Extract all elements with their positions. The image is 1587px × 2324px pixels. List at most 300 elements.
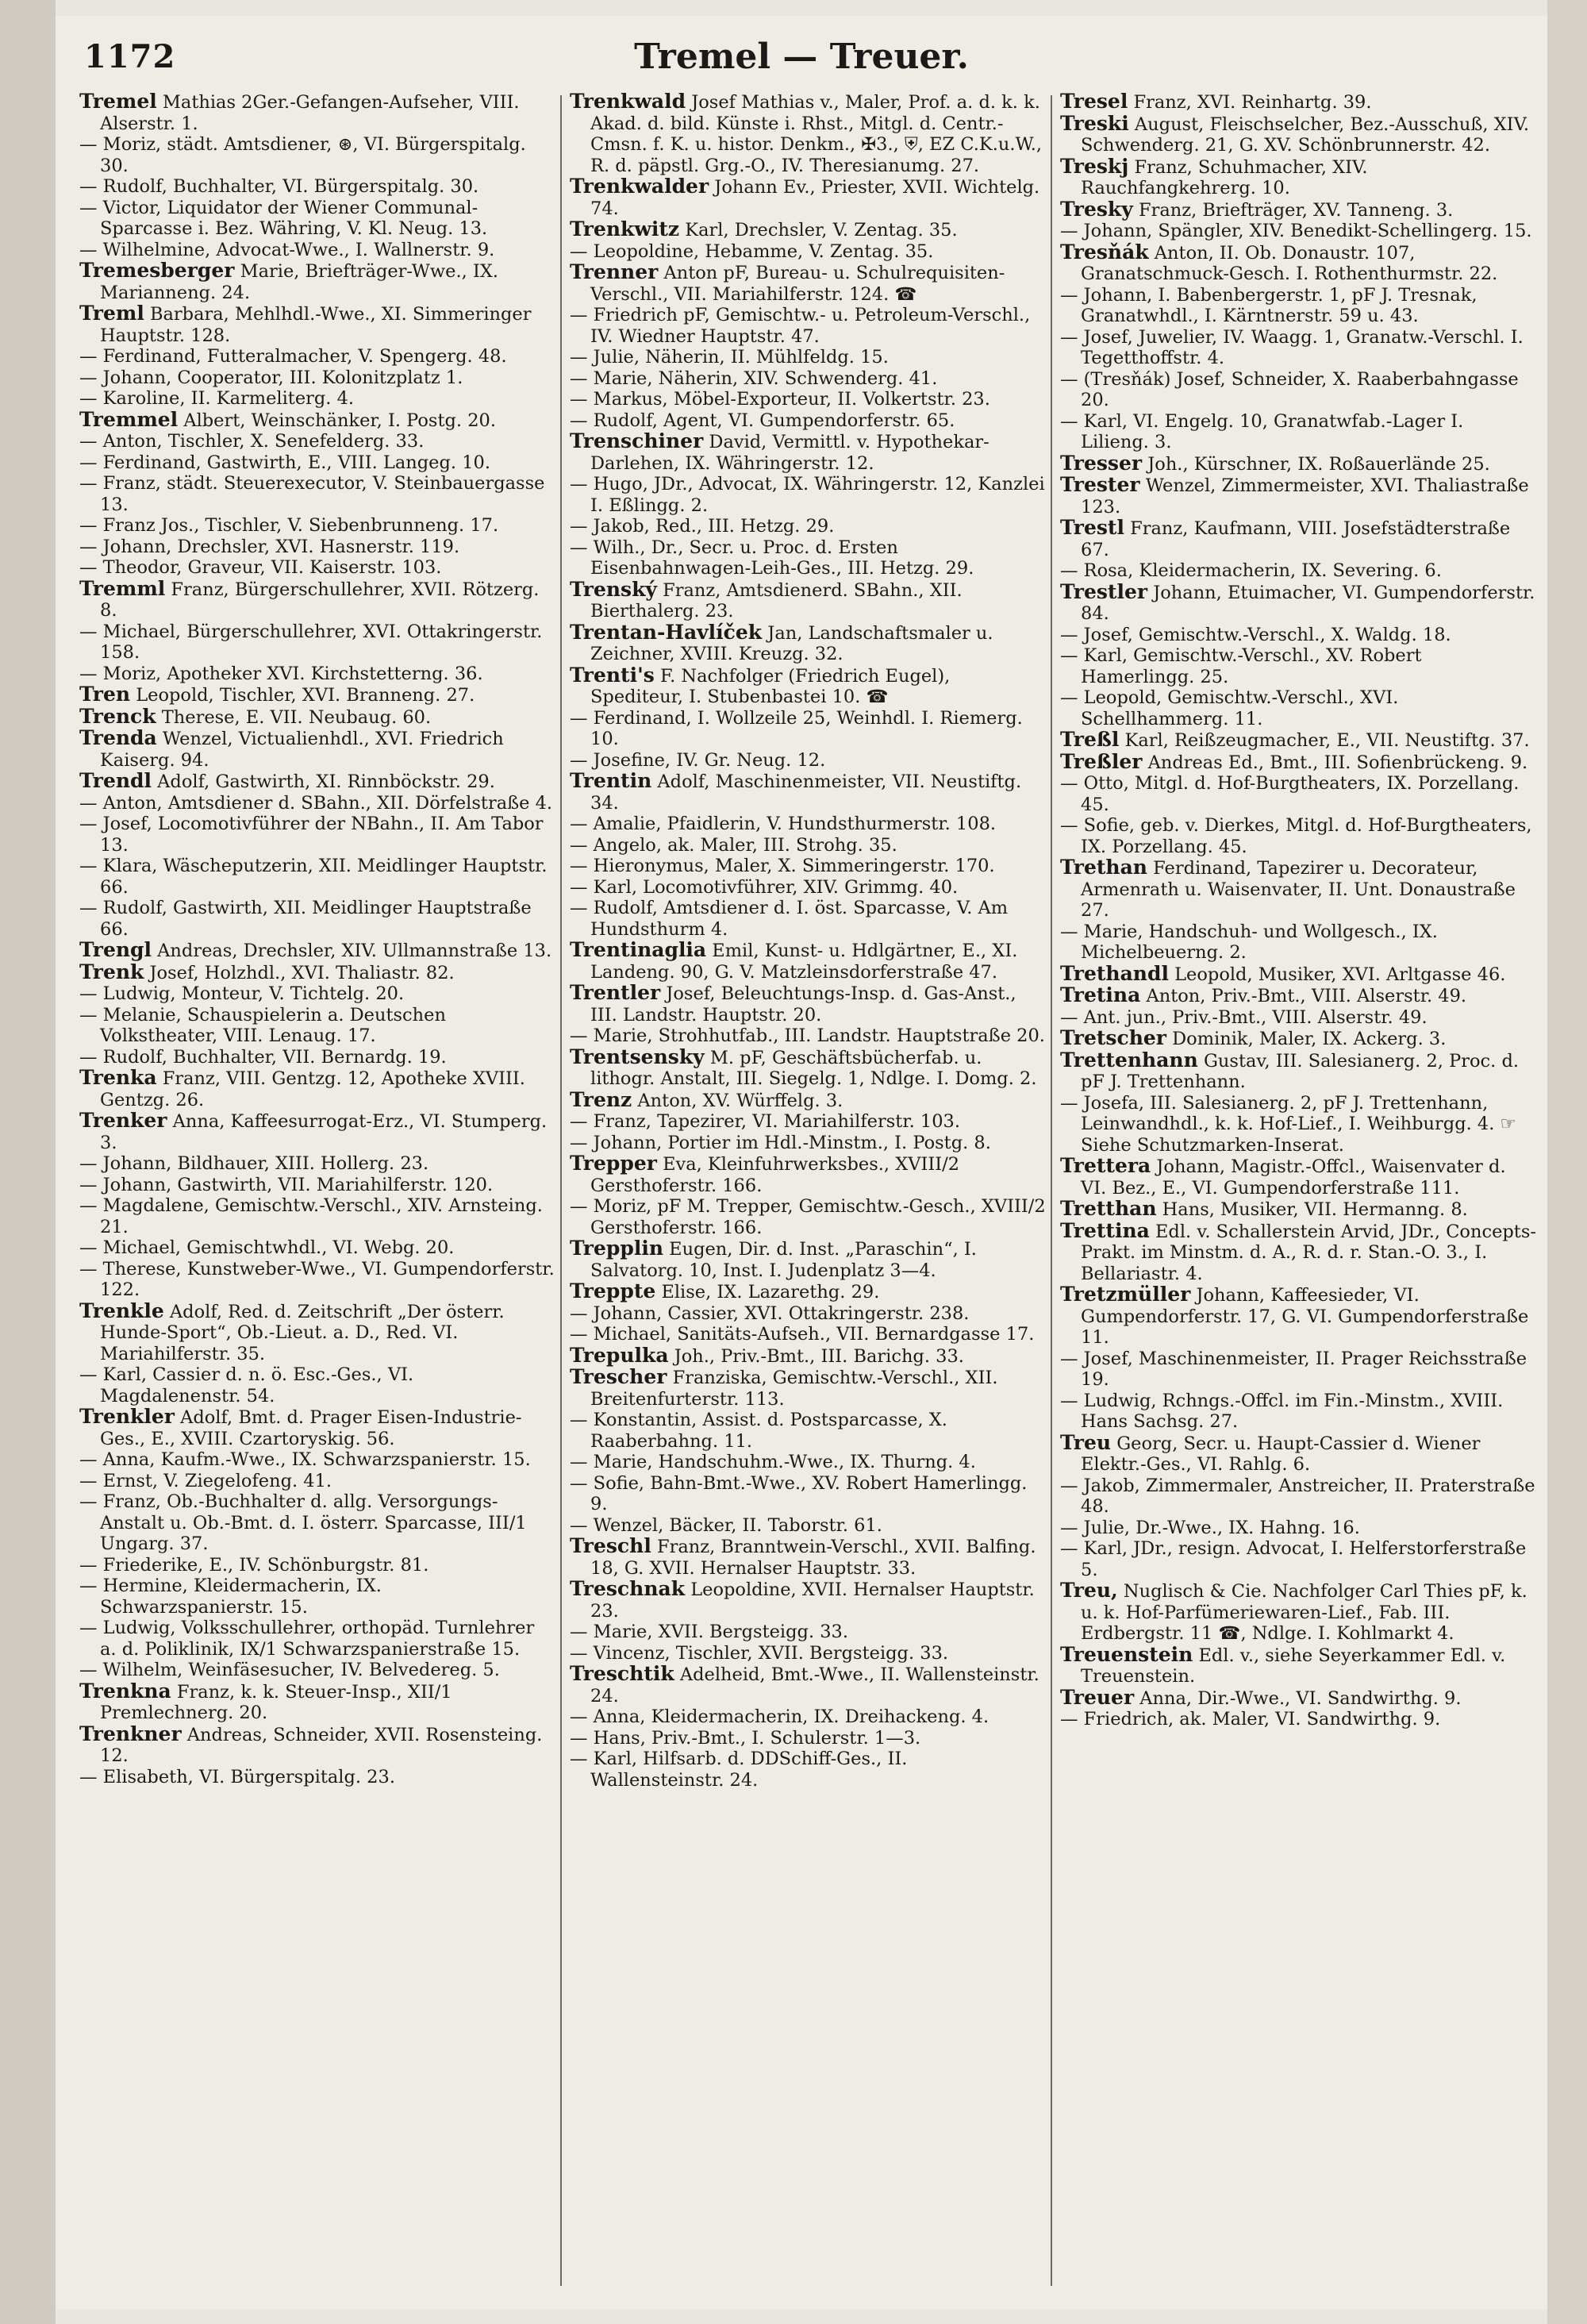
directory-entry bbox=[570, 347, 1046, 368]
entry-details: — Karl, Cassier d. n. ö. Esc.-Ges., VI. Magdalenenstr. 54. bbox=[79, 1364, 414, 1406]
entry-details: — Hugo, JDr., Advocat, IX. Währingerstr. 12, Kanzlei I. Eßlingg. 2. bbox=[570, 474, 1045, 516]
directory-entry bbox=[79, 793, 555, 814]
directory-entry bbox=[1060, 1284, 1536, 1349]
entry-surname: Tresky bbox=[1060, 197, 1133, 221]
entry-details: — Victor, Liquidator der Wiener Communal-Sparcasse i. Bez. Währing, V. Kl. Neug. 13. bbox=[79, 197, 488, 239]
entry-surname: Tremesberger bbox=[79, 259, 235, 282]
entry-surname: Trepulka bbox=[570, 1343, 669, 1367]
entry-details: — Johann, I. Babenbergerstr. 1, pF J. Tresnak, Granatwhdl., I. Kärntnerstr. 59 u. 43. bbox=[1060, 284, 1477, 326]
entry-details: Edl. v. Schallerstein Arvid, JDr., Concepts-Prakt. im Minstm. d. A., R. d. r. Stan.-O. 3., I. Bellariastr. 4. bbox=[1081, 1221, 1536, 1284]
entry-details: Franz, Bürgerschullehrer, XVII. Rötzerg. 8. bbox=[100, 579, 540, 621]
directory-entry bbox=[79, 1576, 555, 1618]
entry-surname: Tresser bbox=[1060, 451, 1143, 475]
entry-details: Eugen, Dir. d. Inst. „Paraschin“, I. Salvatorg. 10, Inst. I. Judenplatz 3—4. bbox=[590, 1239, 977, 1281]
entry-details: — Julie, Näherin, II. Mühlfeldg. 15. bbox=[570, 347, 889, 367]
entry-details: — Marie, Handschuhm.-Wwe., IX. Thurng. 4. bbox=[570, 1452, 976, 1472]
entry-details: David, Vermittl. v. Hypothekar-Darlehen, IX. Währingerstr. 12. bbox=[590, 432, 989, 474]
entry-surname: Trettina bbox=[1060, 1218, 1150, 1242]
entry-surname: Treuer bbox=[1060, 1685, 1135, 1709]
directory-entry bbox=[1060, 411, 1536, 453]
directory-entry bbox=[79, 1175, 555, 1196]
directory-entry bbox=[1060, 1518, 1536, 1539]
entry-details: Anton pF, Bureau- u. Schulrequisiten-Verschl., VII. Mariahilferstr. 124. ☎ bbox=[590, 263, 1005, 305]
directory-entry bbox=[79, 1237, 555, 1259]
directory-entry bbox=[1060, 1007, 1536, 1029]
directory-entry bbox=[79, 706, 555, 729]
entry-surname: Trenda bbox=[79, 726, 157, 749]
entry-details: Adolf, Maschinenmeister, VII. Neustiftg. 34. bbox=[590, 771, 1022, 814]
directory-entry bbox=[79, 1660, 555, 1681]
directory-entry bbox=[79, 1471, 555, 1492]
directory-page bbox=[56, 16, 1547, 2310]
directory-entry bbox=[570, 1643, 1046, 1664]
entry-surname: Trethan bbox=[1060, 856, 1147, 879]
directory-entry bbox=[79, 1449, 555, 1471]
directory-entry bbox=[570, 368, 1046, 390]
directory-entry bbox=[570, 1153, 1046, 1196]
entry-details: Mathias 2Ger.-Gefangen-Aufseher, VIII. Alserstr. 1. bbox=[100, 92, 520, 134]
entry-surname: Trepper bbox=[570, 1152, 657, 1175]
directory-entry bbox=[1060, 560, 1536, 582]
entry-details: — Franz, Ob.-Buchhalter d. allg. Versorgungs-Anstalt u. Ob.-Bmt. d. I. österr. Sparcasse, III/1 Ungarg. 37. bbox=[79, 1491, 527, 1554]
entry-surname: Trethandl bbox=[1060, 961, 1169, 985]
directory-entry bbox=[79, 1110, 555, 1153]
directory-entry bbox=[79, 557, 555, 579]
column-1 bbox=[79, 91, 555, 1787]
entry-details: Joh., Priv.-Bmt., III. Barichg. 33. bbox=[674, 1345, 964, 1367]
entry-details: — Ludwig, Volksschullehrer, orthopäd. Turnlehrer a. d. Poliklinik, IX/1 Schwarzspanierstraße 15. bbox=[79, 1618, 535, 1660]
directory-entry bbox=[570, 1087, 1046, 1112]
directory-entry bbox=[79, 1364, 555, 1406]
directory-entry bbox=[1060, 1218, 1536, 1285]
entry-details: — Wilh., Dr., Secr. u. Proc. d. Ersten Eisenbahnwagen-Leih-Ges., III. Hetzg. 29. bbox=[570, 537, 974, 579]
entry-details: — Amalie, Pfaidlerin, V. Hundsthurmerstr. 108. bbox=[570, 814, 997, 834]
directory-entry bbox=[570, 1664, 1046, 1706]
entry-surname: Trettera bbox=[1060, 1154, 1151, 1177]
entry-surname: Trenti's bbox=[570, 663, 655, 687]
directory-entry bbox=[79, 176, 555, 198]
entry-details: Leopold, Musiker, XVI. Arltgasse 46. bbox=[1174, 964, 1506, 985]
directory-entry bbox=[570, 1047, 1046, 1090]
directory-entry bbox=[1060, 475, 1536, 518]
entry-details: — Jakob, Zimmermaler, Anstreicher, II. Praterstraße 48. bbox=[1060, 1475, 1535, 1517]
directory-entry bbox=[79, 367, 555, 389]
directory-entry bbox=[570, 1303, 1046, 1325]
directory-entry bbox=[570, 579, 1046, 622]
directory-entry bbox=[1060, 579, 1536, 625]
directory-entry bbox=[79, 1005, 555, 1047]
entry-details: Emil, Kunst- u. Hdlgärtner, E., XI. Landeng. 90, G. V. Matzleinsdorferstraße 47. bbox=[590, 941, 1018, 983]
directory-entry bbox=[570, 241, 1046, 263]
directory-entry bbox=[570, 708, 1046, 750]
entry-details: — Moriz, Apotheker XVI. Kirchstetterng. 36. bbox=[79, 663, 483, 684]
entry-surname: Trenz bbox=[570, 1087, 632, 1111]
entry-details: — Rudolf, Gastwirth, XII. Meidlinger Hauptstraße 66. bbox=[79, 898, 532, 940]
entry-surname: Trenkwald bbox=[570, 91, 686, 113]
directory-entry bbox=[79, 771, 555, 793]
directory-entry bbox=[79, 1681, 555, 1724]
entry-details: Albert, Weinschänker, I. Postg. 20. bbox=[183, 410, 497, 431]
entry-details: — Josef, Locomotivführer der NBahn., II. Am Tabor 13. bbox=[79, 814, 544, 856]
entry-details: — Ferdinand, I. Wollzeile 25, Weinhdl. I. Riemerg. 10. bbox=[570, 707, 1023, 749]
entry-details: Joh., Kürschner, IX. Roßauerlände 25. bbox=[1147, 453, 1490, 475]
directory-entry bbox=[570, 305, 1046, 347]
entry-details: Franz, VIII. Gentzg. 12, Apotheke XVIII. Gentzg. 26. bbox=[100, 1068, 525, 1110]
directory-entry bbox=[1060, 1199, 1536, 1221]
entry-details: F. Nachfolger (Friedrich Eugel), Spediteur, I. Stubenbastei 10. ☎ bbox=[590, 665, 951, 707]
directory-entry bbox=[79, 240, 555, 261]
directory-entry bbox=[79, 407, 555, 432]
entry-details: — Rosa, Kleidermacherin, IX. Severing. 6. bbox=[1060, 560, 1442, 581]
directory-entry bbox=[79, 473, 555, 515]
entry-details: Nuglisch & Cie. Nachfolger Carl Thies pF, k. u. k. Hof-Parfümeriewaren-Lief., Fab. III. Erdbergstr. 11 ☎, Ndlge. I. Kohlmarkt 4. bbox=[1081, 1581, 1527, 1644]
entry-details: Franz, Schuhmacher, XIV. Rauchfangkehrerg. 10. bbox=[1081, 156, 1368, 198]
entry-surname: Trengl bbox=[79, 938, 152, 961]
directory-entry bbox=[79, 1068, 555, 1110]
entry-surname: Trescher bbox=[570, 1365, 667, 1388]
entry-details: Adolf, Bmt. d. Prager Eisen-Industrie-Ges., E., XVIII. Czartoryskig. 56. bbox=[100, 1407, 522, 1449]
entry-details: — Hieronymus, Maler, X. Simmeringerstr. 170. bbox=[570, 856, 995, 876]
directory-entry bbox=[1060, 961, 1536, 986]
entry-surname: Treschnak bbox=[570, 1577, 686, 1600]
entry-surname: Trenkwitz bbox=[570, 217, 680, 240]
entry-details: Jan, Landschaftsmaler u. Zeichner, XVIII. Kreuzg. 32. bbox=[590, 622, 993, 664]
entry-details: Franz, Briefträger, XV. Tanneng. 3. bbox=[1138, 199, 1454, 221]
entry-details: Georg, Secr. u. Haupt-Cassier d. Wiener Elektr.-Ges., VI. Rahlg. 6. bbox=[1081, 1433, 1481, 1475]
entry-surname: Trendl bbox=[79, 769, 152, 792]
entry-details: — Elisabeth, VI. Bürgerspitalg. 23. bbox=[79, 1766, 395, 1787]
directory-entry bbox=[570, 1324, 1046, 1345]
entry-surname: Treschl bbox=[570, 1534, 651, 1557]
entry-details: — Rudolf, Buchhalter, VI. Bürgerspitalg. 30. bbox=[79, 176, 479, 197]
directory-entry bbox=[79, 1491, 555, 1555]
directory-entry bbox=[79, 1555, 555, 1576]
entry-details: — Johann, Bildhauer, XIII. Hollerg. 23. bbox=[79, 1153, 429, 1174]
directory-entry bbox=[1060, 857, 1536, 922]
directory-entry bbox=[1060, 1642, 1536, 1687]
entry-details: — Rudolf, Amtsdiener d. I. öst. Sparcasse, V. Am Hundsthurm 4. bbox=[570, 898, 1009, 940]
entry-details: — Otto, Mitgl. d. Hof-Burgtheaters, IX. Porzellang. 45. bbox=[1060, 773, 1520, 815]
entry-details: Josef, Holzhdl., XVI. Thaliastr. 82. bbox=[149, 962, 455, 983]
entry-details: — Hans, Priv.-Bmt., I. Schulerstr. 1—3. bbox=[570, 1727, 921, 1749]
entry-surname: Trenkwalder bbox=[570, 175, 709, 198]
entry-surname: Treschtik bbox=[570, 1662, 674, 1685]
directory-entry bbox=[1060, 111, 1536, 156]
entry-surname: Tren bbox=[79, 683, 131, 706]
entry-details: Marie, Briefträger-Wwe., IX. Marianneng. 24. bbox=[100, 261, 499, 303]
directory-entry bbox=[1060, 1430, 1536, 1476]
entry-details: — Johann, Cooperator, III. Kolonitzplatz 1. bbox=[79, 367, 463, 388]
entry-details: — Angelo, ak. Maler, III. Strohg. 35. bbox=[570, 834, 897, 856]
column-3 bbox=[1060, 91, 1536, 1730]
entry-details: — Magdalene, Gemischtw.-Verschl., XIV. Arnsteing. 21. bbox=[79, 1195, 543, 1237]
directory-entry bbox=[1060, 687, 1536, 729]
directory-entry bbox=[79, 1195, 555, 1237]
directory-entry bbox=[1060, 773, 1536, 815]
entry-details: Anton, Priv.-Bmt., VIII. Alserstr. 49. bbox=[1146, 986, 1467, 1006]
directory-entry bbox=[570, 1345, 1046, 1368]
directory-entry bbox=[79, 940, 555, 962]
entry-details: Eva, Kleinfuhrwerksbes., XVIII/2 Gersthoferstr. 166. bbox=[590, 1154, 960, 1196]
entry-details: — Friedrich, ak. Maler, VI. Sandwirthg. 9. bbox=[1060, 1709, 1441, 1730]
entry-details: — Friederike, E., IV. Schönburgstr. 81. bbox=[79, 1554, 429, 1576]
directory-entry bbox=[1060, 729, 1536, 752]
directory-entry bbox=[1060, 1093, 1536, 1156]
directory-entry bbox=[570, 1749, 1046, 1791]
directory-entry bbox=[79, 91, 555, 134]
directory-entry bbox=[570, 516, 1046, 537]
directory-entry bbox=[1060, 453, 1536, 475]
directory-entry bbox=[79, 856, 555, 898]
directory-entry bbox=[570, 1281, 1046, 1303]
directory-entry bbox=[1060, 815, 1536, 857]
directory-entry bbox=[570, 1706, 1046, 1728]
column-2 bbox=[570, 91, 1046, 1791]
directory-entry bbox=[570, 665, 1046, 708]
directory-entry bbox=[570, 983, 1046, 1025]
directory-entry bbox=[570, 1473, 1046, 1515]
directory-entry bbox=[79, 303, 555, 346]
entry-surname: Tresel bbox=[1060, 91, 1128, 113]
directory-entry bbox=[1060, 1538, 1536, 1580]
entry-details: Adelheid, Bmt.-Wwe., II. Wallensteinstr. 24. bbox=[590, 1664, 1039, 1706]
entry-details: Therese, E. VII. Neubaug. 60. bbox=[161, 706, 432, 728]
entry-surname: Trentinaglia bbox=[570, 938, 707, 961]
directory-entry bbox=[570, 1728, 1046, 1749]
entry-details: — Michael, Sanitäts-Aufseh., VII. Bernardgasse 17. bbox=[570, 1324, 1035, 1345]
entry-details: Karl, Reißzeugmacher, E., VII. Neustiftg. 37. bbox=[1124, 730, 1530, 751]
directory-entry bbox=[79, 1047, 555, 1068]
entry-surname: Trepplin bbox=[570, 1237, 663, 1260]
directory-entry bbox=[1060, 369, 1536, 411]
directory-entry bbox=[79, 684, 555, 706]
entry-details: Wenzel, Zimmermeister, XVI. Thaliastraße 123. bbox=[1081, 475, 1529, 518]
directory-entry bbox=[79, 576, 555, 621]
directory-entry bbox=[79, 664, 555, 685]
directory-entry bbox=[1060, 518, 1536, 560]
directory-entry bbox=[79, 983, 555, 1005]
entry-details: Johann, Kaffeesieder, VI. Gumpendorferstr. 17, G. VI. Gumpendorferstraße 11. bbox=[1081, 1285, 1529, 1348]
entry-surname: Tremml bbox=[79, 576, 166, 600]
entry-details: — Marie, XVII. Bergsteigg. 33. bbox=[570, 1622, 849, 1642]
entry-details: — Hermine, Kleidermacherin, IX. Schwarzspanierstr. 15. bbox=[79, 1576, 382, 1618]
entry-details: Anton, XV. Würffelg. 3. bbox=[637, 1090, 843, 1111]
entry-surname: Trenk bbox=[79, 960, 144, 983]
directory-entry bbox=[1060, 221, 1536, 242]
entry-details: Adolf, Gastwirth, XI. Rinnböckstr. 29. bbox=[157, 771, 495, 792]
directory-entry bbox=[1060, 1028, 1536, 1050]
directory-entry bbox=[1060, 199, 1536, 221]
entry-surname: Trenner bbox=[570, 260, 659, 283]
entry-details: — Julie, Dr.-Wwe., IX. Hahng. 16. bbox=[1060, 1517, 1360, 1538]
directory-entry bbox=[79, 1153, 555, 1175]
entry-details: — Wenzel, Bäcker, II. Taborstr. 61. bbox=[570, 1514, 882, 1536]
directory-entry bbox=[1060, 1391, 1536, 1433]
entry-details: Andreas Ed., Bmt., III. Sofienbrückeng. 9. bbox=[1147, 752, 1528, 773]
directory-entry bbox=[570, 1622, 1046, 1643]
entry-details: — Ferdinand, Gastwirth, E., VIII. Langeg. 10. bbox=[79, 452, 490, 473]
entry-details: — Leopoldine, Hebamme, V. Zentag. 35. bbox=[570, 240, 934, 262]
directory-entry bbox=[570, 1536, 1046, 1579]
entry-details: — Anton, Tischler, X. Senefelderg. 33. bbox=[79, 431, 425, 452]
directory-entry bbox=[570, 750, 1046, 771]
entry-details: — Michael, Bürgerschullehrer, XVI. Ottakringerstr. 158. bbox=[79, 621, 543, 663]
directory-entry bbox=[1060, 91, 1536, 114]
entry-surname: Tretthan bbox=[1060, 1197, 1157, 1220]
directory-entry bbox=[1060, 1709, 1536, 1730]
entry-details: — Anton, Amtsdiener d. SBahn., XII. Dörfelstraße 4. bbox=[79, 792, 553, 814]
entry-details: — Johann, Gastwirth, VII. Mariahilferstr. 120. bbox=[79, 1174, 494, 1195]
entry-details: M. pF, Geschäftsbücherfab. u. lithogr. Anstalt, III. Siegelg. 1, Ndlge. I. Domg. 2. bbox=[590, 1047, 1037, 1089]
directory-entry bbox=[79, 537, 555, 558]
directory-entry bbox=[79, 515, 555, 537]
entry-details: Andreas, Schneider, XVII. Rosensteing. 12. bbox=[100, 1724, 543, 1766]
entry-surname: Trentan-Havlíček bbox=[570, 620, 763, 644]
entry-details: — Karl, VI. Engelg. 10, Granatwfab.-Lager I. Lilieng. 3. bbox=[1060, 410, 1464, 452]
entry-details: — Ludwig, Rchngs.-Offcl. im Fin.-Minstm., XVIII. Hans Sachsg. 27. bbox=[1060, 1390, 1504, 1432]
entry-details: Leopoldine, XVII. Hernalser Hauptstr. 23. bbox=[590, 1579, 1035, 1622]
entry-surname: Trester bbox=[1060, 473, 1140, 496]
entry-surname: Trenka bbox=[79, 1066, 157, 1089]
entry-details: — Sofie, geb. v. Dierkes, Mitgl. d. Hof-Burgtheaters, IX. Porzellang. 45. bbox=[1060, 815, 1532, 857]
directory-entry bbox=[570, 1367, 1046, 1410]
entry-surname: Treskj bbox=[1060, 154, 1129, 178]
entry-details: Franz, XVI. Reinhartg. 39. bbox=[1133, 92, 1372, 113]
entry-surname: Trenker bbox=[79, 1109, 167, 1132]
column-divider bbox=[560, 95, 562, 2286]
directory-entry bbox=[79, 1767, 555, 1788]
entry-details: Elise, IX. Lazarethg. 29. bbox=[661, 1282, 880, 1302]
scan-left-margin bbox=[0, 0, 56, 2324]
directory-entry bbox=[570, 91, 1046, 176]
entry-details: — Johann, Drechsler, XVI. Hasnerstr. 119. bbox=[79, 536, 460, 557]
entry-details: — Wilhelmine, Advocat-Wwe., I. Wallnerstr. 9. bbox=[79, 239, 495, 260]
entry-details: Anna, Kaffeesurrogat-Erz., VI. Stumperg. 3. bbox=[100, 1111, 548, 1153]
entry-details: Johann Ev., Priester, XVII. Wichtelg. 74. bbox=[590, 177, 1040, 219]
entry-surname: Treu bbox=[1060, 1430, 1112, 1454]
entry-details: — Konstantin, Assist. d. Postsparcasse, X. Raaberbahng. 11. bbox=[570, 1410, 947, 1452]
directory-entry bbox=[1060, 645, 1536, 687]
directory-entry bbox=[79, 1618, 555, 1660]
entry-details: — Michael, Gemischtwhdl., VI. Webg. 20. bbox=[79, 1237, 455, 1258]
entry-surname: Trenck bbox=[79, 704, 156, 728]
page-title: Tremel — Treuer. bbox=[634, 37, 969, 77]
entry-details: Josef Mathias v., Maler, Prof. a. d. k. k. Akad. d. bild. Künste i. Rhst., Mitgl. d. Centr.-Cmsn. f. K. u. histor. Denkm., ✠3., ⛨, EZ C.K.u.W., R. d. päpstl. Grg.-O., IV. Theresianumg. 27. bbox=[590, 92, 1042, 176]
entry-details: — Josef, Gemischtw.-Verschl., X. Waldg. 18. bbox=[1060, 624, 1451, 645]
scan-right-margin bbox=[1547, 0, 1587, 2324]
directory-entry bbox=[79, 134, 555, 176]
directory-entry bbox=[1060, 985, 1536, 1007]
entry-surname: Trenkler bbox=[79, 1405, 175, 1428]
entry-details: — Johann, Portier im Hdl.-Minstm., I. Postg. 8. bbox=[570, 1132, 991, 1153]
directory-entry bbox=[570, 537, 1046, 579]
entry-details: Franziska, Gemischtw.-Verschl., XII. Breitenfurterstr. 113. bbox=[590, 1368, 998, 1410]
entry-details: — Ferdinand, Futteralmacher, V. Spengerg. 48. bbox=[79, 346, 507, 367]
entry-details: — Ernst, V. Ziegelofeng. 41. bbox=[79, 1470, 332, 1491]
entry-details: — (Tresňák) Josef, Schneider, X. Raaberbahngasse 20. bbox=[1060, 368, 1519, 410]
entry-details: Gustav, III. Salesianerg. 2, Proc. d. pF J. Trettenhann. bbox=[1081, 1050, 1520, 1092]
entry-details: — Klara, Wäscheputzerin, XII. Meidlinger Hauptstr. 66. bbox=[79, 856, 548, 898]
directory-entry bbox=[570, 771, 1046, 814]
entry-details: — Sofie, Bahn-Bmt.-Wwe., XV. Robert Hamerlingg. 9. bbox=[570, 1472, 1028, 1514]
entry-surname: Trenkna bbox=[79, 1679, 171, 1703]
directory-entry bbox=[570, 176, 1046, 219]
entry-surname: Treski bbox=[1060, 111, 1129, 135]
entry-details: — Ant. jun., Priv.-Bmt., VIII. Alserstr. 49. bbox=[1060, 1006, 1428, 1028]
entry-details: — Marie, Strohhutfab., III. Landstr. Hauptstraße 20. bbox=[570, 1025, 1045, 1046]
directory-entry bbox=[79, 962, 555, 984]
entry-details: — Josef, Maschinenmeister, II. Prager Reichsstraße 19. bbox=[1060, 1348, 1527, 1390]
entry-surname: Trestl bbox=[1060, 516, 1124, 539]
entry-details: — Jakob, Red., III. Hetzg. 29. bbox=[570, 516, 835, 537]
directory-entry bbox=[79, 198, 555, 240]
entry-details: — Johann, Cassier, XVI. Ottakringerstr. 238. bbox=[570, 1302, 970, 1324]
entry-details: Franz, k. k. Steuer-Insp., XII/1 Premlechnerg. 20. bbox=[100, 1681, 452, 1723]
directory-entry bbox=[79, 260, 555, 303]
entry-surname: Treßler bbox=[1060, 749, 1143, 773]
directory-entry bbox=[1060, 922, 1536, 964]
entry-surname: Trenkner bbox=[79, 1722, 182, 1745]
directory-entry bbox=[570, 389, 1046, 410]
entry-surname: Trenschiner bbox=[570, 429, 704, 452]
entry-details: — Franz Jos., Tischler, V. Siebenbrunneng. 17. bbox=[79, 515, 499, 536]
directory-entry bbox=[1060, 749, 1536, 774]
entry-details: — Rudolf, Buchhalter, VII. Bernardg. 19. bbox=[79, 1046, 447, 1068]
directory-entry bbox=[570, 1579, 1046, 1622]
entry-details: — Josef, Juwelier, IV. Waagg. 1, Granatw.-Verschl. I. Tegetthoffstr. 4. bbox=[1060, 326, 1524, 368]
entry-details: Johann, Magistr.-Offcl., Waisenvater d. VI. Bez., E., VI. Gumpendorferstraße 111. bbox=[1081, 1156, 1506, 1199]
entry-surname: Tretzmüller bbox=[1060, 1283, 1191, 1306]
directory-entry bbox=[570, 1133, 1046, 1154]
entry-surname: Treppte bbox=[570, 1279, 656, 1302]
entry-surname: Treu, bbox=[1060, 1579, 1118, 1602]
entry-details: — Vincenz, Tischler, XVII. Bergsteigg. 33. bbox=[570, 1642, 949, 1664]
entry-details: — Karl, Locomotivführer, XIV. Grimmg. 40. bbox=[570, 876, 959, 898]
entry-details: Josef, Beleuchtungs-Insp. d. Gas-Anst., III. Landstr. Hauptstr. 20. bbox=[590, 983, 1016, 1025]
directory-entry bbox=[1060, 1580, 1536, 1645]
entry-details: Edl. v., siehe Seyerkammer Edl. v. Treuenstein. bbox=[1081, 1645, 1506, 1687]
directory-entry bbox=[79, 814, 555, 856]
page-header bbox=[56, 30, 1547, 86]
directory-entry bbox=[570, 898, 1046, 940]
entry-details: Leopold, Tischler, XVI. Branneng. 27. bbox=[136, 685, 475, 706]
directory-entry bbox=[570, 814, 1046, 835]
directory-entry bbox=[79, 728, 555, 771]
entry-details: Dominik, Maler, IX. Ackerg. 3. bbox=[1172, 1029, 1447, 1049]
entry-surname: Trentin bbox=[570, 769, 652, 792]
entry-surname: Tremel bbox=[79, 91, 157, 113]
directory-entry bbox=[570, 262, 1046, 305]
directory-entry bbox=[79, 1724, 555, 1767]
directory-entry bbox=[79, 1406, 555, 1449]
directory-entry bbox=[570, 1238, 1046, 1281]
entry-details: Anna, Dir.-Wwe., VI. Sandwirthg. 9. bbox=[1139, 1687, 1462, 1709]
directory-entry bbox=[79, 1259, 555, 1301]
directory-entry bbox=[570, 856, 1046, 877]
directory-entry bbox=[79, 431, 555, 452]
directory-entry bbox=[79, 388, 555, 410]
entry-details: — Karl, Gemischtw.-Verschl., XV. Robert Hamerlingg. 25. bbox=[1060, 645, 1422, 687]
entry-details: — Josefine, IV. Gr. Neug. 12. bbox=[570, 749, 826, 771]
directory-entry bbox=[570, 1111, 1046, 1133]
entry-details: — Rudolf, Agent, VI. Gumpendorferstr. 65. bbox=[570, 410, 955, 431]
entry-details: — Karoline, II. Karmeliterg. 4. bbox=[79, 388, 355, 409]
directory-entry bbox=[79, 1301, 555, 1365]
directory-entry bbox=[1060, 327, 1536, 369]
entry-details: — Karl, JDr., resign. Advocat, I. Helferstorferstraße 5. bbox=[1060, 1538, 1527, 1580]
page-number: 1172 bbox=[84, 38, 176, 75]
entry-details: Barbara, Mehlhdl.-Wwe., XI. Simmeringer Hauptstr. 128. bbox=[100, 304, 532, 346]
